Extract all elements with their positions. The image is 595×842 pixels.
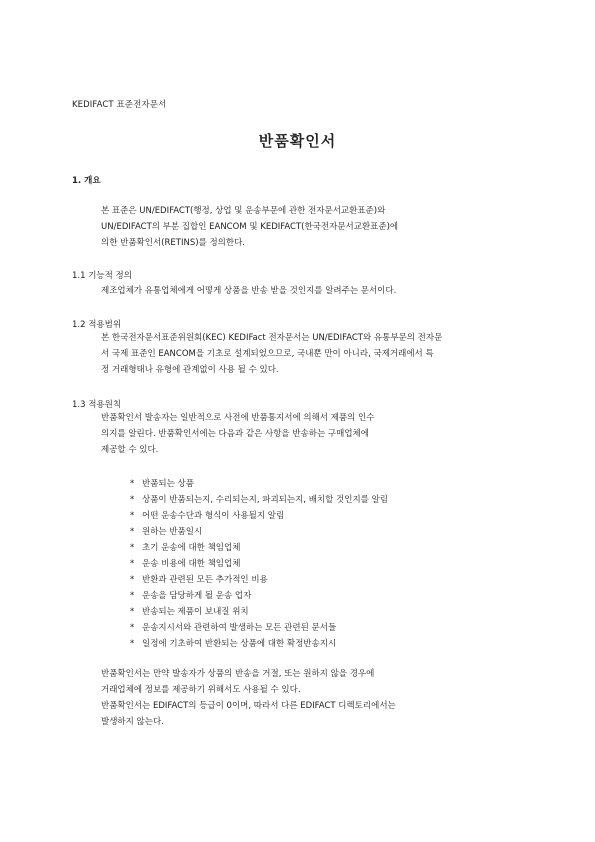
bullet-item (130, 525, 202, 537)
bullet-text: 상품이 반품되는지, 수리되는지, 파괴되는지, 배치할 것인지를 알림 (142, 495, 389, 505)
scope-line: 본 한국전자문서표준위원회(KEC) KEDIFact 전자문서는 UN/EDIFACT와 유통부문의 전자문 (101, 333, 443, 343)
bullet-mark: * (130, 495, 135, 505)
closing-line: 거래업체에 정보를 제공하기 위해서도 사용될 수 있다. (101, 685, 301, 695)
section-heading-scope: 1.2 적용범위 (72, 320, 122, 330)
bullet-mark: * (130, 559, 135, 569)
overview-line: 본 표준은 UN/EDIFACT(행정, 상업 및 운송부문에 관한 전자문서교환표준)와 (101, 206, 386, 216)
document-header: KEDIFACT 표준전자문서 (72, 100, 167, 110)
section-heading-principles: 1.3 적용원칙 (72, 400, 122, 410)
bullet-mark: * (130, 511, 135, 521)
bullet-text: 운송 비용에 대한 책임업체 (142, 559, 241, 569)
bullet-mark: * (130, 479, 135, 489)
bullet-item (130, 541, 240, 553)
bullet-text: 운송을 담당하게 될 운송 업자 (142, 591, 252, 601)
bullet-mark: * (130, 623, 135, 633)
closing-line: 발생하지 않는다. (101, 717, 164, 727)
bullet-item (130, 621, 336, 633)
bullet-mark: * (130, 575, 135, 585)
bullet-mark: * (130, 639, 135, 649)
bullet-item (130, 493, 388, 505)
bullet-item (130, 557, 240, 569)
bullet-mark: * (130, 527, 135, 537)
section-heading-functional-definition: 1.1 기능적 정의 (72, 271, 132, 281)
overview-line: 의한 반품확인서(RETINS)를 정의한다. (101, 238, 246, 248)
scope-line: 서 국제 표준인 EANCOM을 기초로 설계되었으므로, 국내뿐 만이 아니라, 국제거래에서 특 (101, 349, 434, 359)
bullet-item (130, 589, 251, 601)
bullet-text: 원하는 반품일시 (142, 527, 203, 537)
bullet-mark: * (130, 591, 135, 601)
bullet-item (130, 573, 268, 585)
overview-line: UN/EDIFACT의 부분 집합인 EANCOM 및 KEDIFACT(한국전자문서교환표준)에 (101, 222, 399, 232)
bullet-text: 반품되는 상품 (142, 479, 194, 489)
principles-line: 반품확인서 발송자는 일반적으로 사전에 반품통지서에 의해서 제품의 인수 (101, 413, 375, 423)
bullet-text: 초기 운송에 대한 책임업체 (142, 543, 241, 553)
bullet-text: 반환과 관련된 모든 추가적인 비용 (142, 575, 268, 585)
bullet-item (130, 637, 336, 649)
bullet-mark: * (130, 543, 135, 553)
closing-line: 반품확인서는 EDIFACT의 등급이 0이며, 따라서 다른 EDIFACT 디렉토리에서는 (101, 701, 396, 711)
bullet-text: 반송되는 제품이 보내질 위치 (142, 607, 249, 617)
bullet-mark: * (130, 607, 135, 617)
bullet-text: 일정에 기초하여 반환되는 상품에 대한 확정반송지시 (142, 639, 337, 649)
principles-line: 제공할 수 있다. (101, 445, 159, 455)
scope-line: 정 거래형태나 유형에 관계없이 사용 될 수 있다. (101, 365, 279, 375)
bullet-text: 운송지시서와 관련하여 발생하는 모든 관련된 문서들 (142, 623, 337, 633)
section-heading-overview: 1. 개요 (72, 176, 101, 186)
bullet-item (130, 477, 194, 489)
bullet-item (130, 509, 284, 521)
document-title: 반품확인서 (258, 132, 337, 150)
closing-line: 반품확인서는 만약 발송자가 상품의 반송을 거절, 또는 원하지 않을 경우에 (101, 669, 375, 679)
bullet-text: 어떤 운송수단과 형식이 사용될지 알림 (142, 511, 285, 521)
functional-definition-line: 제조업체가 유통업체에게 어떻게 상품을 반송 받을 것인지를 알려주는 문서이다. (101, 286, 397, 296)
bullet-item (130, 605, 249, 617)
principles-line: 의지를 알린다. 반품확인서에는 다음과 같은 사항을 반송하는 구매업체에 (101, 429, 369, 439)
